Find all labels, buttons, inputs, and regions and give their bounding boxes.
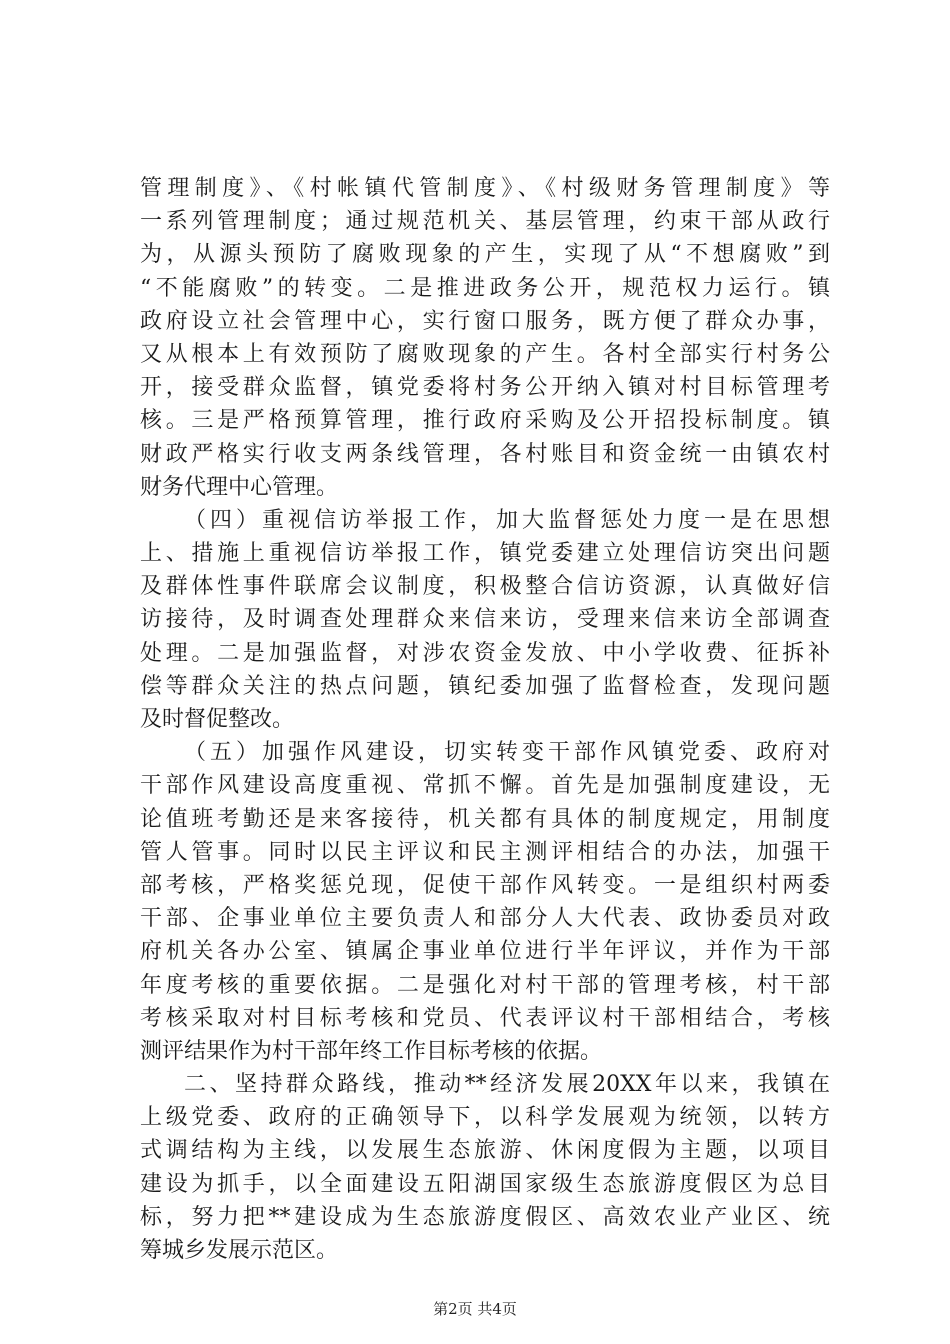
text-line: 上级党委、政府的正确领导下，以科学发展观为统领，以转方 xyxy=(140,1105,830,1131)
text-line: 开，接受群众监督，镇党委将村务公开纳入镇对村目标管理考 xyxy=(140,375,830,401)
text-line: 标，努力把**建设成为生态旅游度假区、高效农业产业区、统 xyxy=(140,1204,830,1230)
text-line: 年度考核的重要依据。二是强化对村干部的管理考核，村干部 xyxy=(140,972,830,998)
text-line: 干部、企事业单位主要负责人和部分人大代表、政协委员对政 xyxy=(140,906,830,932)
text-line: 管人管事。同时以民主评议和民主测评相结合的办法，加强干 xyxy=(140,839,830,865)
text-line: 财政严格实行收支两条线管理，各村账目和资金统一由镇农村 xyxy=(140,441,830,467)
text-line: 式调结构为主线，以发展生态旅游、休闲度假为主题，以项目 xyxy=(140,1138,830,1164)
text-line: 筹城乡发展示范区。 xyxy=(140,1238,339,1263)
text-line: 及群体性事件联席会议制度，积极整合信访资源，认真做好信 xyxy=(140,574,830,600)
text-line: 财务代理中心管理。 xyxy=(140,474,339,500)
page-number: 第2页 共4页 xyxy=(433,1300,517,1318)
document-body xyxy=(140,172,830,1267)
text-line: 考核采取对村目标考核和党员、代表评议村干部相结合，考核 xyxy=(140,1005,830,1031)
text-line: 管理制度》、《村帐镇代管制度》、《村级财务管理制度》等 xyxy=(140,176,830,201)
text-line: 访接待，及时调查处理群众来信来访，受理来信来访全部调查 xyxy=(140,607,830,633)
text-line: 上、措施上重视信访举报工作，镇党委建立处理信访突出问题 xyxy=(140,541,830,567)
text-line: 处理。二是加强监督，对涉农资金发放、中小学收费、征拆补 xyxy=(140,640,830,666)
text-line: 府机关各办公室、镇属企事业单位进行半年评议，并作为干部 xyxy=(140,939,830,965)
text-line: “不能腐败”的转变。二是推进政务公开，规范权力运行。镇 xyxy=(140,275,830,301)
text-line: 干部作风建设高度重视、常抓不懈。首先是加强制度建设，无 xyxy=(140,773,830,799)
text-line: 部考核，严格奖惩兑现，促使干部作风转变。一是组织村两委 xyxy=(140,872,830,898)
text-line: 政府设立社会管理中心，实行窗口服务，既方便了群众办事， xyxy=(140,308,830,334)
text-line: 一系列管理制度；通过规范机关、基层管理，约束干部从政行 xyxy=(140,209,830,235)
text-line: 测评结果作为村干部年终工作目标考核的依据。 xyxy=(140,1038,603,1064)
paragraph-heading-line: （四）重视信访举报工作，加大监督惩处力度一是在思想 xyxy=(184,507,830,533)
text-line: 建设为抓手，以全面建设五阳湖国家级生态旅游度假区为总目 xyxy=(140,1171,830,1197)
text-line: 偿等群众关注的热点问题，镇纪委加强了监督检查，发现问题 xyxy=(140,673,830,699)
text-line: 核。三是严格预算管理，推行政府采购及公开招投标制度。镇 xyxy=(140,408,830,434)
text-line: 及时督促整改。 xyxy=(140,707,295,732)
text-line: 论值班考勤还是来客接待，机关都有具体的制度规定，用制度 xyxy=(140,806,830,832)
paragraph-heading-line: （五）加强作风建设，切实转变干部作风镇党委、政府对 xyxy=(184,740,830,766)
page-footer xyxy=(0,1300,950,1318)
text-line: 为，从源头预防了腐败现象的产生，实现了从“不想腐败”到 xyxy=(140,242,830,268)
section-heading-line: 二、坚持群众路线，推动**经济发展20XX年以来，我镇在 xyxy=(184,1072,830,1098)
text-line: 又从根本上有效预防了腐败现象的产生。各村全部实行村务公 xyxy=(140,341,830,367)
